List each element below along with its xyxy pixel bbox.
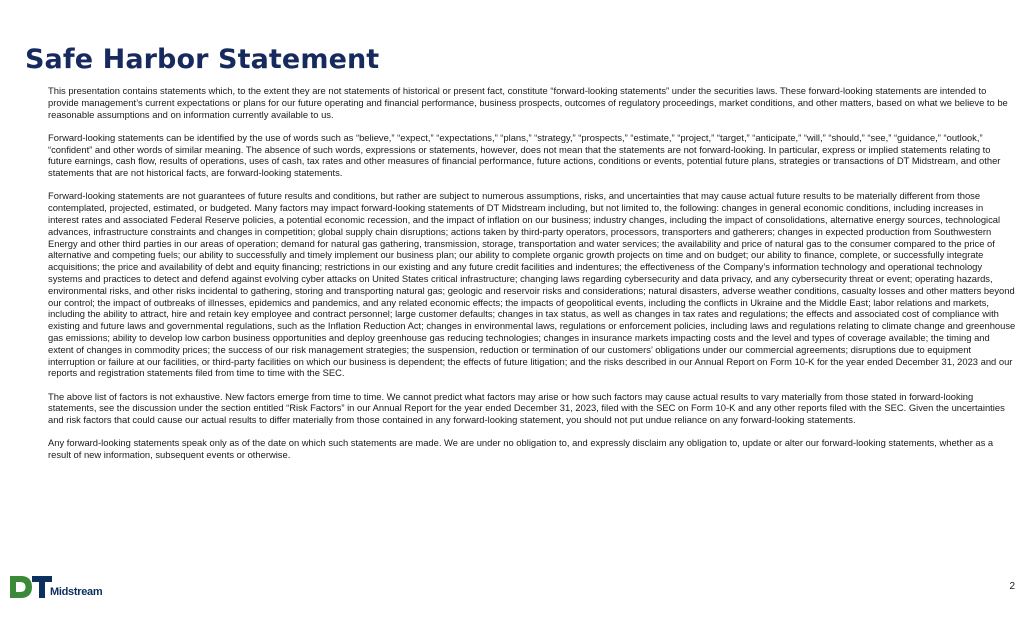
dt-midstream-logo — [10, 574, 110, 602]
safe-harbor-body — [48, 85, 1016, 472]
paragraph-identification: Forward-looking statements can be identified by the use of words such as “believe,” “expect,” “expectations,” “plans,” “strategy,” “prospects,” “estimate,” “project,” “target,” “anticipate,” “will,” “should,” “see,” “guidance,” “outlook,” “confident” and other words of similar meaning. The absence of such words, expressions or statements, however, does not mean that the statements are not forward-looking. In particular, express or implied statements relating to future earnings, cash flow, results of operations, uses of cash, tax rates and other measures of financial performance, future actions, conditions or events, potential future plans, strategies or transactions of DT Midstream, and other statements that are not historical facts, are forward-looking statements. — [48, 131, 1001, 179]
paragraph-no-obligation: Any forward-looking statements speak only as of the date on which such statements are made. We are under no obligation to, and expressly disclaim any obligation to, update or alter our forward-looking statements, whether as a result of new information, subsequent events or otherwise. — [48, 437, 994, 461]
paragraph-not-exhaustive: The above list of factors is not exhaustive. New factors emerge from time to time. We cannot predict what factors may arise or how such factors may cause actual results to vary materially from those stated in forward-looking statements, see the discussion under the section entitled “Risk Factors” in our Annual Report for the year ended December 31, 2023, filed with the SEC on Form 10-K and any other reports filed with the SEC. Given the uncertainties and risk factors that could cause our actual results to differ materially from those contained in any forward-looking statement, you should not put undue reliance on any forward-looking statements. — [48, 390, 1005, 426]
page-title: Safe Harbor Statement — [25, 44, 380, 75]
logo-wordmark: Midstream — [50, 586, 103, 598]
paragraph-risk-factors: Forward-looking statements are not guarantees of future results and conditions, but rather are subject to numerous assumptions, risks, and uncertainties that may cause actual future results to be materially different from those contemplated, projected, estimated, or budgeted. Many factors may impact forward-looking statements of DT Midstream including, but not limited to, the following: changes in general economic conditions, including increases in interest rates and associated Federal Reserve policies, a potential economic recession, and the impact of inflation on our business; industry changes, including the impact of consolidations, alternative energy sources, technological advances, infrastructure constraints and changes in competition; global supply chain disruptions; actions taken by third-party operators, processors, transporters and gatherers; changes in expected production from Southwestern Energy and other third parties in our areas of operation; demand for natural gas gathering, transmission, storage, transportation and water services; the availability and price of natural gas to the consumer compared to the price of alternative and competing fuels; our ability to successfully and timely implement our business plan; our ability to complete organic growth projects on time and on budget; our ability to finance, complete, or successfully integrate acquisitions; the price and availability of debt and equity financing; restrictions in our existing and any future credit facilities and indentures; the effectiveness of the Company’s information technology and operational technology systems and practices to detect and defend against evolving cyber attacks on United States critical infrastructure; changing laws regarding cybersecurity and data privacy, and any cybersecurity threat or event; operating hazards, environmental risks, and other risks incidental to gathering, storing and transporting natural gas; geologic and reservoir risks and considerations; natural disasters, adverse weather conditions, casualty losses and other matters beyond our control; the impact of outbreaks of illnesses, epidemics and pandemics, and any related economic effects; the impacts of geopolitical events, including the conflicts in Ukraine and the Middle East; labor relations and markets, including the ability to attract, hire and retain key employee and contract personnel; large customer defaults; changes in tax status, as well as changes in tax rates and regulations; the effects and associated cost of compliance with existing and future laws and governmental regulations, such as the Inflation Reduction Act; changes in environmental laws, regulations or enforcement policies, including laws and regulations relating to climate change and greenhouse gas emissions; ability to develop low carbon business opportunities and deploy greenhouse gas reducing technologies; changes in insurance markets impacting costs and the level and types of coverage available; the timing and extent of changes in commodity prices; the success of our risk management strategies; the suspension, reduction or termination of our customers’ obligations under our commercial agreements; disruptions due to equipment interruption or failure at our facilities, or third-party facilities on which our business is dependent; the effects of future litigation; and the risks described in our Annual Report on Form 10-K for the year ended December 31, 2023 and our reports and registration statements filed from time to time with the SEC. — [48, 190, 1016, 379]
dt-logo-icon — [10, 574, 52, 600]
page-number: 2 — [1009, 581, 1015, 592]
paragraph-intro: This presentation contains statements which, to the extent they are not statements of historical or present fact, constitute “forward-looking statements” under the securities laws. These forward-looking statements are intended to provide management’s current expectations or plans for our future operating and financial performance, business prospects, outcomes of regulatory proceedings, market conditions, and other matters, based on what we believe to be reasonable assumptions and on information currently available to us. — [48, 85, 1008, 120]
